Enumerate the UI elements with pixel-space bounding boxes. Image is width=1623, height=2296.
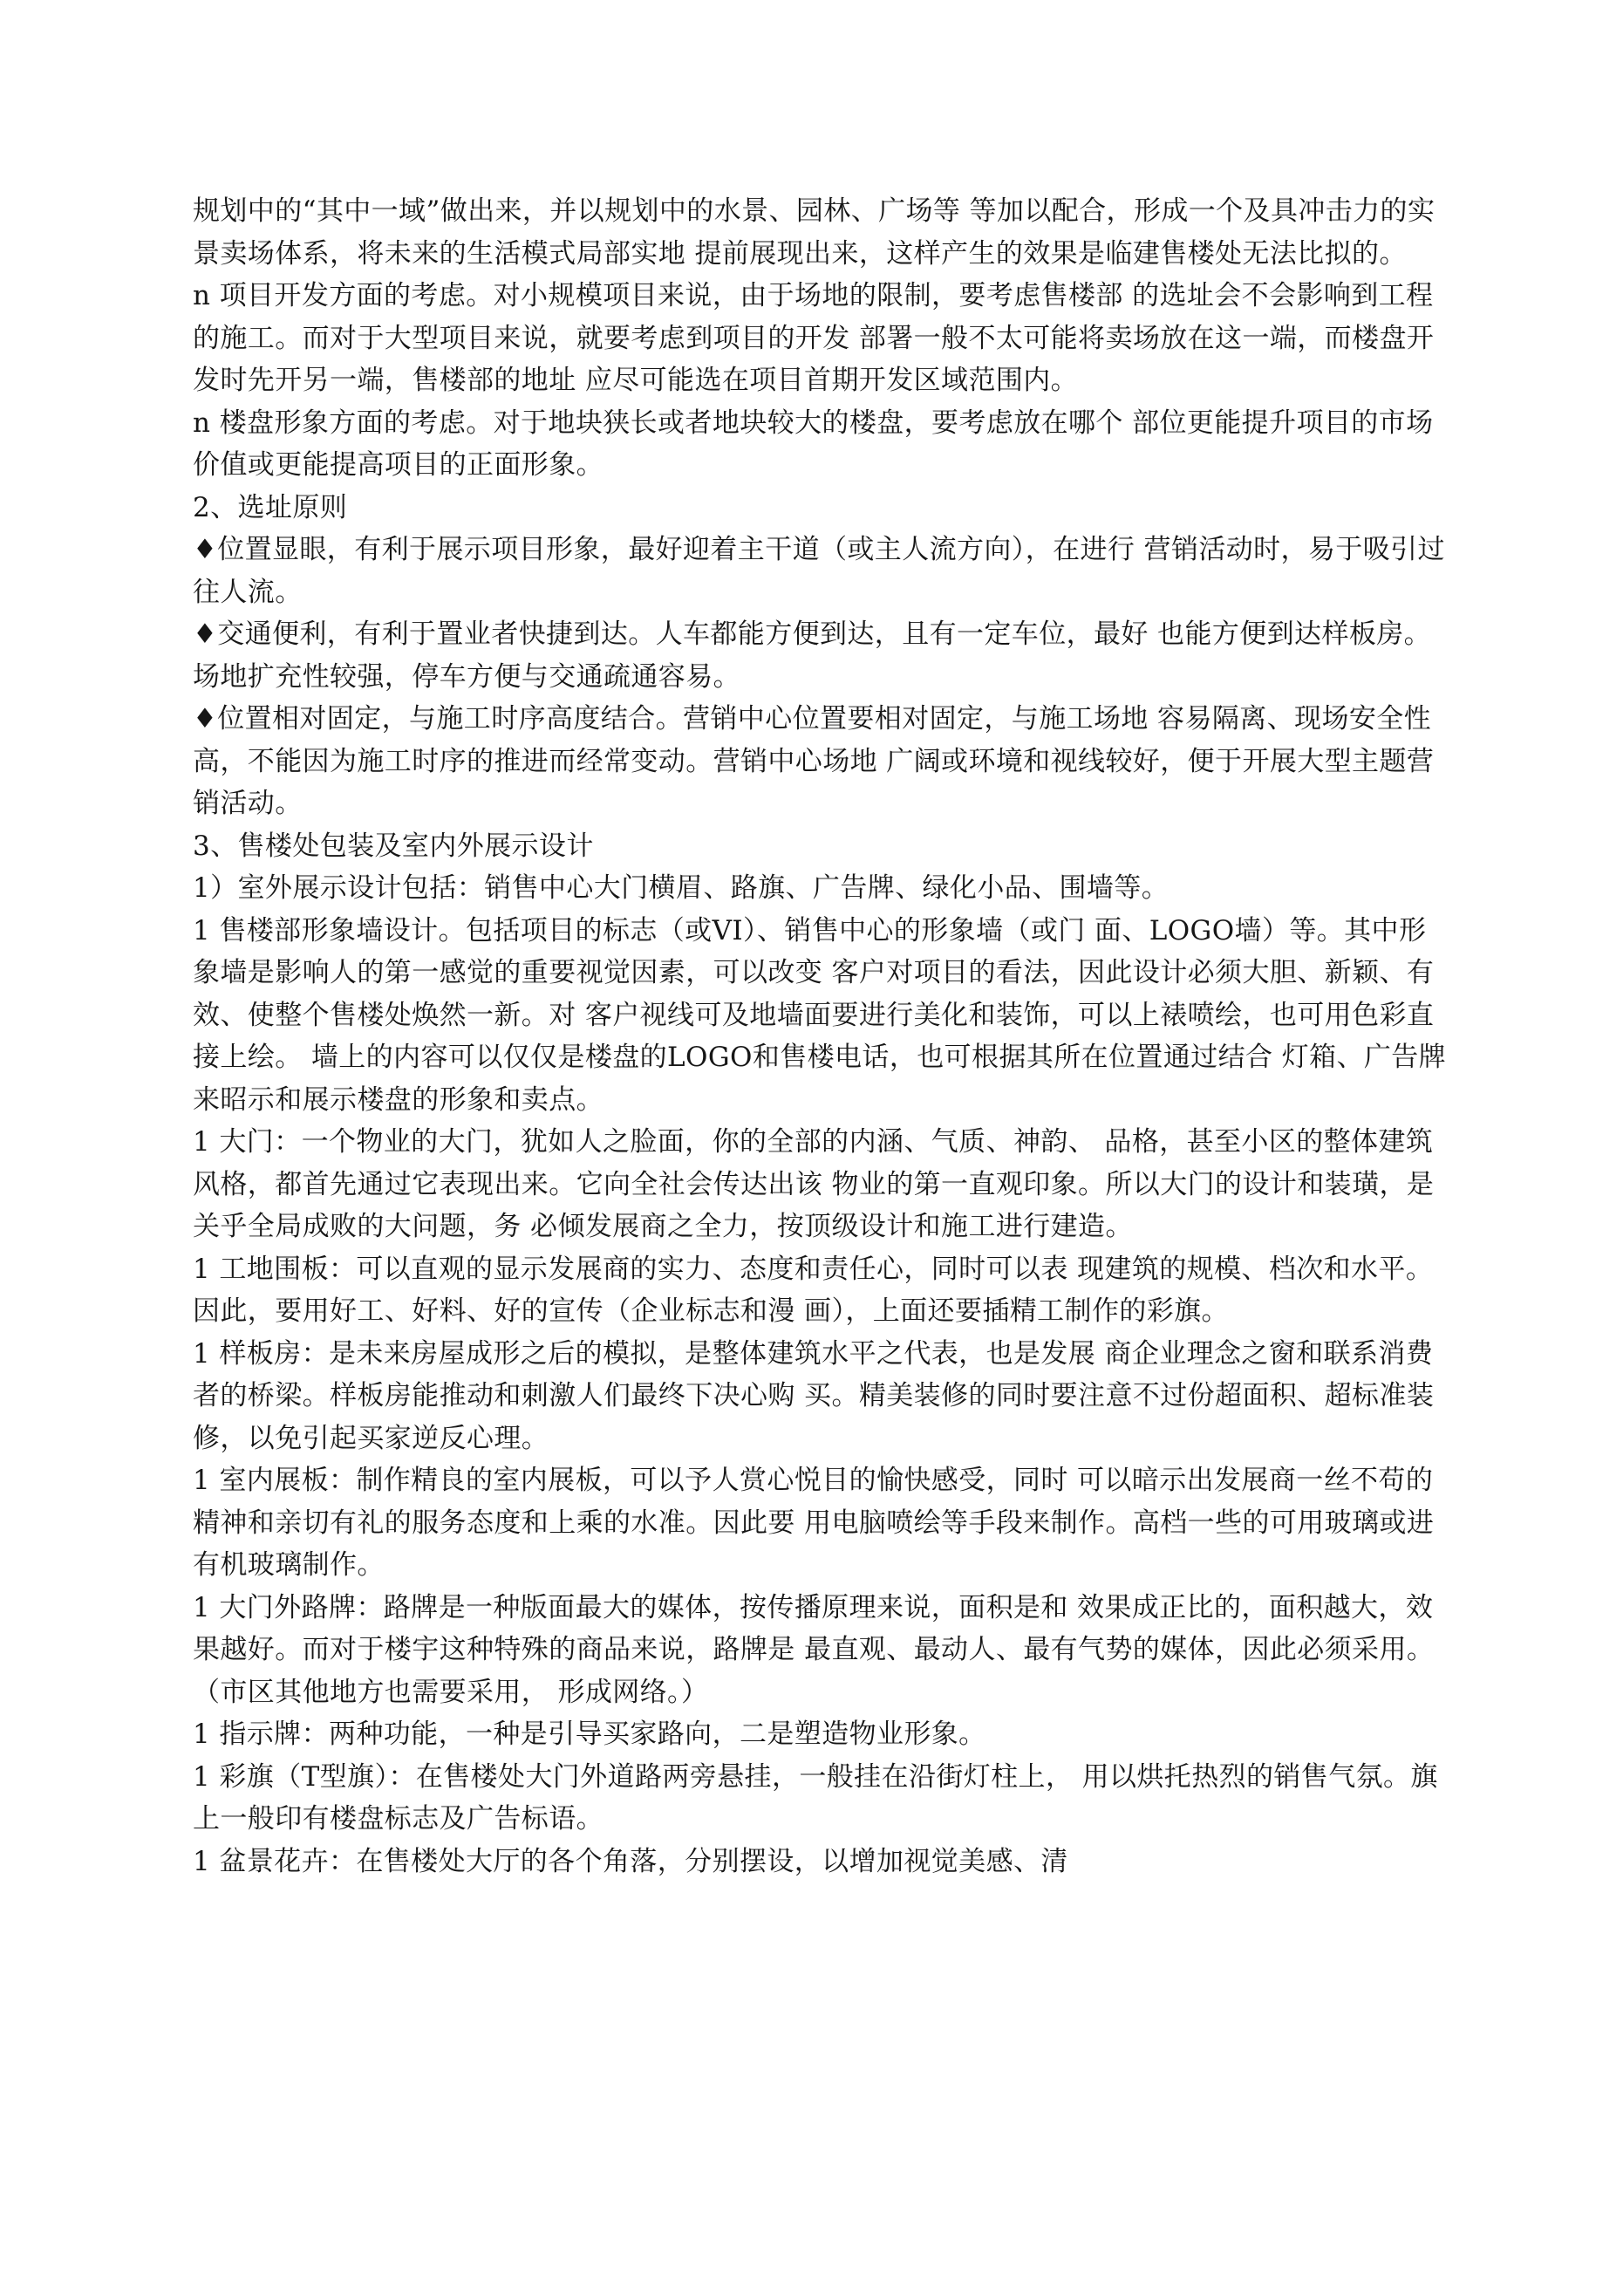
document-body — [193, 190, 1449, 1883]
paragraph-site-hoarding: 1 工地围板：可以直观的显示发展商的实力、态度和责任心，同时可以表 现建筑的规模、档次和水平。因此，要用好工、好料、好的宣传（企业标志和漫 画），上面还要插精工制作的彩旗。 — [193, 1253, 1434, 1327]
paragraph-image-wall: 1 售楼部形象墙设计。包括项目的标志（或VI）、销售中心的形象墙（或门 面、LOGO墙）等。其中形象墙是影响人的第一感觉的重要视觉因素，可以改变 客户对项目的看法，因此设计必须大胆、新颖、有效、使整个售楼处焕然一新。对 客户视线可及地墙面要进行美化和装饰，可以上裱喷绘，也可用色彩直接上绘。 墙上的内容可以仅仅是楼盘的LOGO和售楼电话，也可根据其所在位置通过结合 灯箱、广告牌来昭示和展示楼盘的形象和卖点。 — [193, 914, 1447, 1116]
paragraph-billboard: 1 大门外路牌：路牌是一种版面最大的媒体，按传播原理来说，面积是和 效果成正比的，面积越大，效果越好。而对于楼宇这种特殊的商品来说，路牌是 最直观、最动人、最有气势的媒体，因此必须采用。（市区其他地方也需要采用， 形成网络。） — [193, 1591, 1435, 1708]
paragraph-flags: 1 彩旗（T型旗）：在售楼处大门外道路两旁悬挂，一般挂在沿街灯柱上， 用以烘托热烈的销售气氛。旗上一般印有楼盘标志及广告标语。 — [193, 1760, 1438, 1835]
paragraph-development-consideration: n 项目开发方面的考虑。对小规模项目来说，由于场地的限制，要考虑售楼部 的选址会不会影响到工程的施工。而对于大型项目来说，就要考虑到项目的开发 部署一般不太可能将卖场放在这一端，而楼盘开发时先开另一端，售楼部的地址 应尽可能选在项目首期开发区域范围内。 — [193, 280, 1435, 396]
heading-site-principles: 2、选址原则 — [193, 491, 348, 523]
paragraph-site-showcase: 规划中的“其中一域”做出来，并以规划中的水景、园林、广场等 等加以配合，形成一个及具冲击力的实景卖场体系，将未来的生活模式局部实地 提前展现出来，这样产生的效果是临建售楼处无法比拟的。 — [193, 195, 1435, 270]
paragraph-potted-plants: 1 盆景花卉：在售楼处大厅的各个角落，分别摆设，以增加视觉美感、清 — [193, 1845, 1068, 1877]
paragraph-principle-transport: ♦交通便利，有利于置业者快捷到达。人车都能方便到达，且有一定车位，最好 也能方便到达样板房。场地扩充性较强，停车方便与交通疏通容易。 — [193, 618, 1432, 693]
heading-packaging-design: 3、售楼处包装及室内外展示设计 — [193, 830, 594, 862]
paragraph-show-flat: 1 样板房：是未来房屋成形之后的模拟，是整体建筑水平之代表，也是发展 商企业理念之窗和联系消费者的桥梁。样板房能推动和刺激人们最终下决心购 买。精美装修的同时要注意不过份超面积、超标准装修，以免引起买家逆反心理。 — [193, 1337, 1435, 1454]
paragraph-principle-visible: ♦位置显眼，有利于展示项目形象，最好迎着主干道（或主人流方向），在进行 营销活动时，易于吸引过往人流。 — [193, 534, 1445, 608]
paragraph-indoor-boards: 1 室内展板：制作精良的室内展板，可以予人赏心悦目的愉快感受，同时 可以暗示出发展商一丝不苟的精神和亲切有礼的服务态度和上乘的水准。因此要 用电脑喷绘等手段来制作。高档一些的可用玻璃或进有机玻璃制作。 — [193, 1465, 1435, 1581]
paragraph-outdoor-display: 1）室外展示设计包括：销售中心大门横眉、路旗、广告牌、绿化小品、围墙等。 — [193, 872, 1170, 904]
paragraph-signage: 1 指示牌：两种功能，一种是引导买家路向，二是塑造物业形象。 — [193, 1719, 986, 1750]
paragraph-main-gate: 1 大门：一个物业的大门，犹如人之脸面，你的全部的内涵、气质、神韵、 品格，甚至小区的整体建筑风格，都首先通过它表现出来。它向全社会传达出该 物业的第一直观印象。所以大门的设计和装璜，是关乎全局成败的大问题，务 必倾发展商之全力，按顶级设计和施工进行建造。 — [193, 1126, 1435, 1242]
paragraph-principle-fixed: ♦位置相对固定，与施工时序高度结合。营销中心位置要相对固定，与施工场地 容易隔离、现场安全性高，不能因为施工时序的推进而经常变动。营销中心场地 广阔或环境和视线较好，便于开展大型主题营销活动。 — [193, 703, 1435, 819]
paragraph-image-consideration: n 楼盘形象方面的考虑。对于地块狭长或者地块较大的楼盘，要考虑放在哪个 部位更能提升项目的市场价值或更能提高项目的正面形象。 — [193, 407, 1434, 481]
